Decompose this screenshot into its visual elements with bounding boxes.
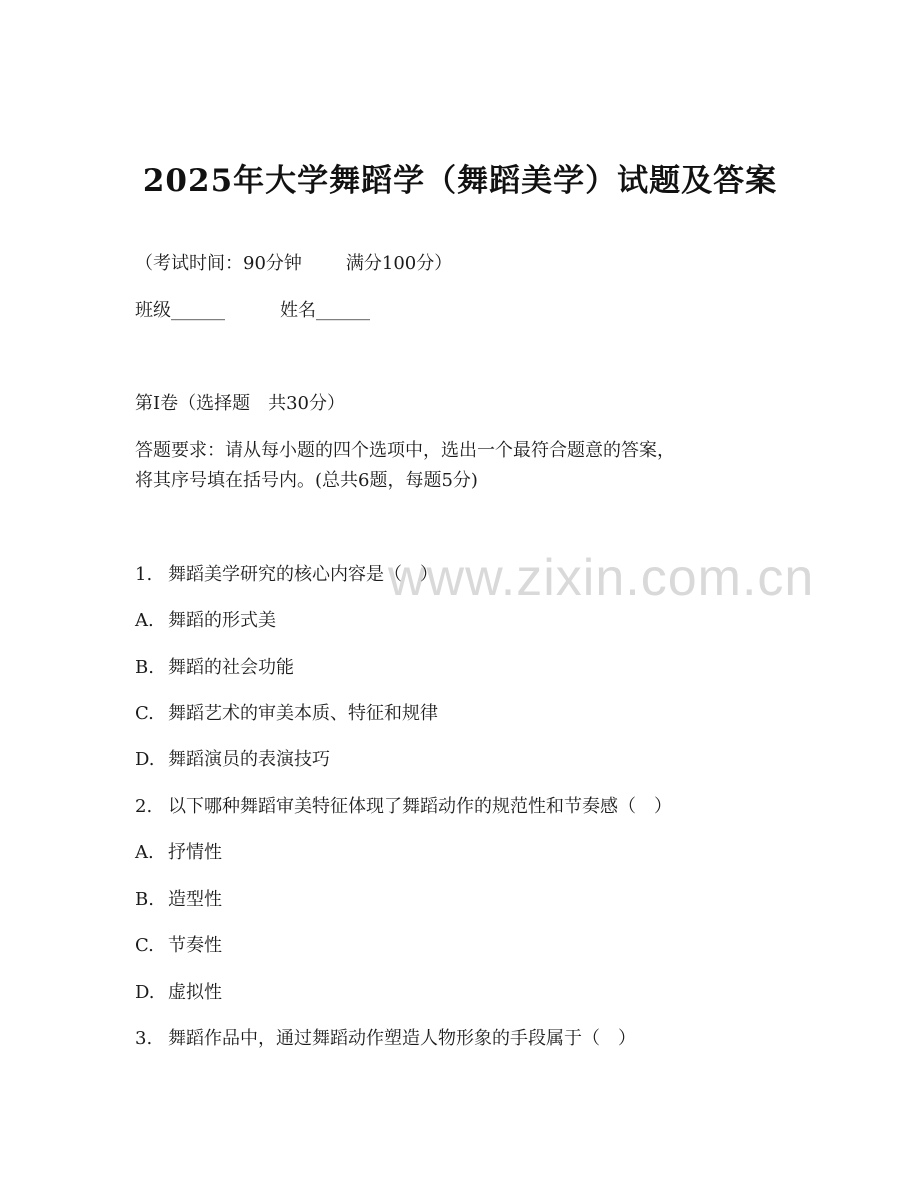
question-1: [135, 563, 438, 587]
option-1d: [135, 748, 330, 772]
question-2: [135, 795, 672, 819]
class-field: 班级______: [135, 300, 225, 321]
question-stem: 舞蹈作品中，通过舞蹈动作塑造人物形象的手段属于（ ）: [168, 1028, 636, 1049]
option-text: 造型性: [168, 889, 222, 910]
option-text: 舞蹈艺术的审美本质、特征和规律: [168, 703, 438, 724]
option-2a: [135, 841, 222, 865]
option-2d: [135, 981, 222, 1005]
option-text: 虚拟性: [168, 982, 222, 1003]
question-number: 2.: [135, 796, 153, 817]
instructions-line-2: 将其序号填在括号内。(总共6题，每题5分): [135, 470, 478, 491]
option-letter: D.: [135, 749, 155, 770]
question-3: [135, 1027, 636, 1051]
option-letter: A.: [135, 610, 154, 631]
exam-info-line: [135, 252, 452, 276]
option-text: 舞蹈的形式美: [168, 610, 276, 631]
option-letter: C.: [135, 703, 154, 724]
student-info-line: [135, 299, 370, 323]
option-text: 舞蹈的社会功能: [168, 657, 294, 678]
instructions-line-1: 答题要求：请从每小题的四个选项中，选出一个最符合题意的答案，: [135, 440, 675, 461]
question-stem: 舞蹈美学研究的核心内容是（ ）: [168, 564, 438, 585]
option-1a: [135, 609, 276, 633]
option-2c: [135, 934, 222, 958]
option-letter: C.: [135, 935, 154, 956]
option-1c: [135, 702, 438, 726]
option-letter: B.: [135, 889, 154, 910]
option-letter: A.: [135, 842, 154, 863]
question-number: 1.: [135, 564, 153, 585]
option-text: 舞蹈演员的表演技巧: [168, 749, 330, 770]
option-letter: B.: [135, 657, 154, 678]
option-2b: [135, 888, 222, 912]
option-text: 抒情性: [168, 842, 222, 863]
option-text: 节奏性: [168, 935, 222, 956]
option-1b: [135, 656, 294, 680]
question-number: 3.: [135, 1028, 153, 1049]
exam-full-score: 满分100分）: [345, 253, 453, 274]
option-letter: D.: [135, 982, 155, 1003]
question-stem: 以下哪种舞蹈审美特征体现了舞蹈动作的规范性和节奏感（ ）: [168, 796, 672, 817]
watermark: www.zixin.com.cn: [388, 549, 815, 607]
section-heading: 第I卷（选择题 共30分）: [135, 393, 346, 414]
name-field: 姓名______: [280, 300, 370, 321]
document-title: 2025年大学舞蹈学（舞蹈美学）试题及答案: [142, 163, 778, 199]
exam-time: （考试时间：90分钟: [135, 253, 302, 274]
